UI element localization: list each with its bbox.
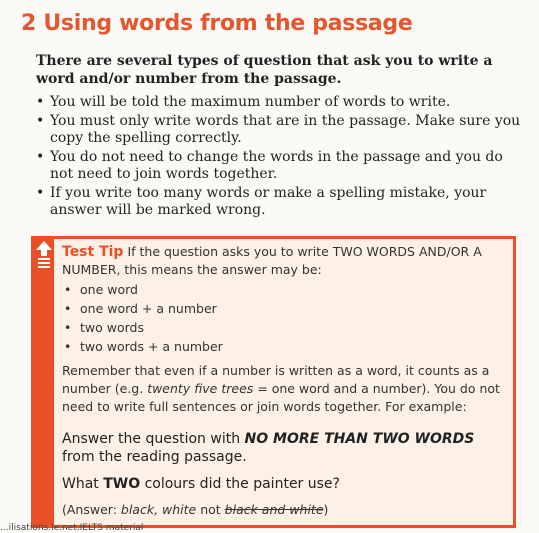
section-title: 2 Using words from the passage <box>21 11 413 36</box>
section-intro: There are several types of question that ask you to write a word and/or number from the passage. <box>36 53 493 87</box>
example-question <box>62 430 505 466</box>
example-prompt-text: What <box>62 476 104 492</box>
example-prompt-text-end: colours did the painter use? <box>140 476 340 492</box>
example-answer-correct: black, white <box>120 502 197 517</box>
tip-content <box>62 243 505 518</box>
example-question-text: Answer the question with <box>62 431 245 447</box>
example-question-text-end: from the reading passage. <box>62 449 247 465</box>
test-tip-box <box>31 236 516 528</box>
up-arrow-icon <box>36 241 52 271</box>
example-answer-wrong: black and white <box>224 502 324 517</box>
rules-list <box>36 94 528 221</box>
tip-intro <box>62 243 505 278</box>
example-question-limit: NO MORE THAN TWO WORDS <box>244 431 475 447</box>
example-answer-not: not <box>196 502 225 517</box>
tip-remember <box>62 362 505 416</box>
rule-item: • You will be told the maximum number of words to write. <box>36 94 528 111</box>
tip-remember-text: Remember that even if a number is written as a word, it counts as a number (e.g. <box>62 363 490 396</box>
tip-side-strip <box>34 239 54 525</box>
tip-answer-type: • two words + a number <box>62 337 505 356</box>
tip-answer-type: • two words <box>62 318 505 337</box>
tip-label: Test Tip <box>62 244 124 260</box>
tip-remember-text-end: = one word and a number). You do not need to write full sentences or join words together. For example: <box>62 381 500 414</box>
example-prompt <box>62 476 505 493</box>
tip-answer-types <box>62 280 505 356</box>
example-prompt-emph: TWO <box>103 476 141 492</box>
rule-item: • You do not need to change the words in the passage and you do not need to join words together. <box>36 149 528 183</box>
example-answer-open: (Answer: <box>62 502 121 517</box>
tip-answer-type: • one word + a number <box>62 299 505 318</box>
example-answer <box>62 501 505 518</box>
footer-watermark: ...ilisations.le.net.IELTS material <box>0 523 144 533</box>
tip-remember-example: twenty five trees <box>147 381 254 396</box>
rule-item: • If you write too many words or make a spelling mistake, your answer will be marked wrong. <box>36 185 528 219</box>
tip-answer-type: • one word <box>62 280 505 299</box>
tip-intro-text: If the question asks you to write TWO WORDS AND/OR A NUMBER, this means the answer may be: <box>62 244 482 277</box>
rule-item: • You must only write words that are in the passage. Make sure you copy the spelling correctly. <box>36 113 528 147</box>
example-answer-close: ) <box>323 502 329 517</box>
